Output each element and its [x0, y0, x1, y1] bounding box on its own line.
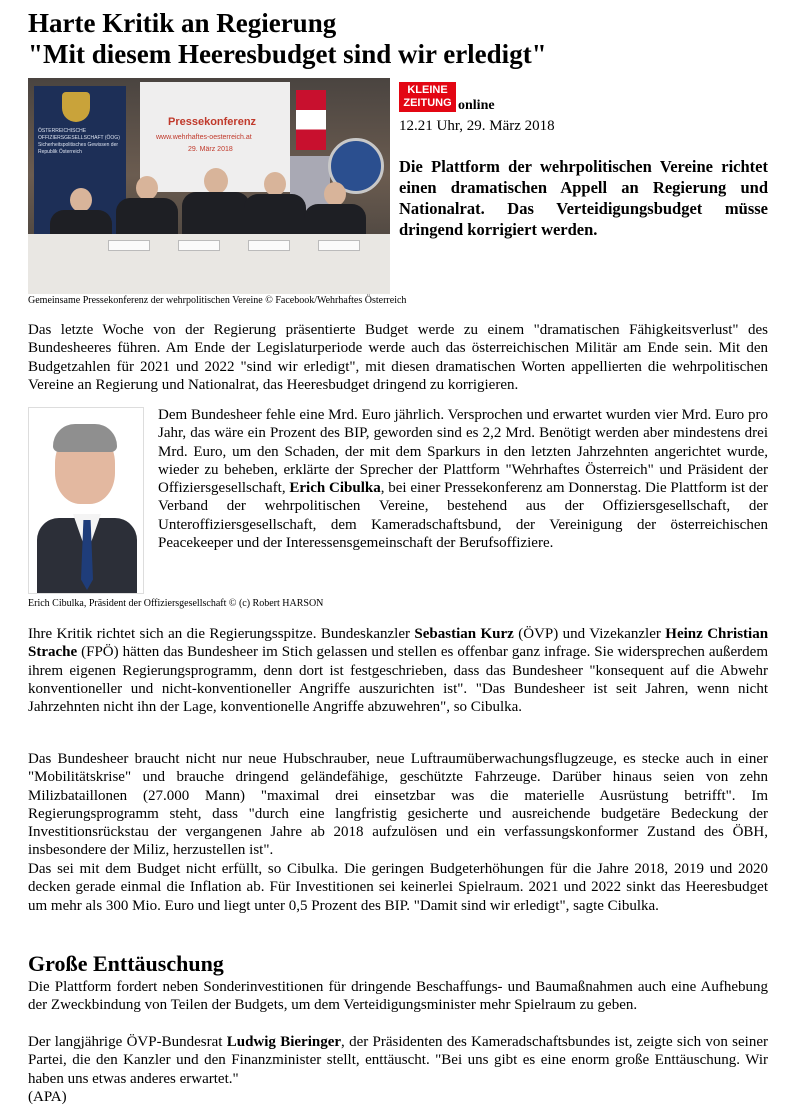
banner-text: ÖSTERREICHISCHE OFFIZIERSGESELLSCHAFT (ÖOG) Sicherheitspolitisches Gewissen der Republik Österreich: [38, 128, 120, 155]
person-head: [324, 182, 346, 206]
article-lead: Die Plattform der wehrpolitischen Vereine richtet einen dramatischen Appell an Regierung und Nationalrat. Das Verteidigungsbudget müsse dringend korrigiert werden.: [399, 157, 768, 239]
source-online-label: online: [458, 98, 495, 113]
paragraph-7-part-a: Der langjährige ÖVP-Bundesrat: [28, 1034, 223, 1050]
person-name-strache: Heinz Christian Strache: [28, 626, 769, 661]
paragraph-7-part-b: , der Präsidenten des Kameradschaftsbundes ist, zeigte sich von seiner Partei, die den Kanzler und den Finanzminister stellt, enttäuscht. "Bei uns gibt es eine enorm große Enttäuschung. Wir haben uns etwas anderes erwartet.": [28, 1034, 768, 1087]
paragraph-3-part-c: (FPÖ) hätten das Bundesheer im Stich gelassen und stellen es offenbar ganz infrage. Sie widersprechen außerdem ihrem eigenen Regierungsprogramm, denn dort ist festgeschrieben, dass das Bundesheer "konsequent auf die Abwehr konventioneller und nicht-konventioneller Angriffe auszurichten ist". "Das Bundesheer ist seit Jahren, wenn nicht Jahrzehnten nicht ihn der Lage, konventionelle Angriffe abzuwehren", so Cibulka.: [28, 644, 768, 716]
headline-line-1: Harte Kritik an Regierung: [28, 8, 337, 38]
screen-date: 29. März 2018: [188, 146, 233, 153]
section-subheading: Große Enttäuschung: [28, 951, 224, 976]
coat-of-arms-icon: [62, 92, 90, 122]
person-head: [204, 168, 228, 194]
logo-line-1: KLEINE: [407, 84, 448, 96]
person-name-kurz: Sebastian Kurz: [414, 626, 514, 642]
person-head: [264, 172, 286, 196]
paragraph-2-part-a: Dem Bundesheer fehle eine Mrd. Euro jährlich. Versprochen und erwartet wurden vier Mrd. Euro pro Jahr, das wäre ein Prozent des BIP, geworden sind es 2,2 Mrd. Benötigt werden aber mindestens drei Mrd. Euro, um den Schaden, der mit dem Sparkurs in den letzten Jahrzehnten angerichtet wurde, wieder zu beheben, erklärte der Sprecher der Plattform "Wehrhaftes Österreich" und Präsident der Offiziersgesellschaft,: [158, 407, 768, 497]
headline-line-2: "Mit diesem Heeresbudget sind wir erledigt": [28, 39, 547, 69]
paragraph-2: [158, 406, 768, 552]
name-card: [318, 240, 360, 251]
paragraph-3-part-a: Ihre Kritik richtet sich an die Regierungsspitze. Bundeskanzler: [28, 626, 410, 642]
person-head: [136, 176, 158, 200]
person-name-bieringer: Ludwig Bieringer: [226, 1034, 342, 1050]
paragraph-3-part-b: (ÖVP) und Vizekanzler: [518, 626, 661, 642]
logo-line-2: ZEITUNG: [403, 97, 452, 109]
paragraph-3: [28, 625, 768, 716]
paragraph-2-part-b: , bei einer Pressekonferenz am Donnerstag. Die Plattform ist der Verband der wehrpolitischen Vereine, bestehend aus der Offiziersgesellschaft, der Unteroffiziersgesellschaft, dem Kameradschaftsbund, der Vereinigung der österreichischen Peacekeeper und der Interessensgemeinschaft der Berufsoffiziere.: [158, 480, 768, 552]
portrait-hair: [53, 424, 117, 452]
paragraph-5: Das sei mit dem Budget nicht erfüllt, so Cibulka. Die geringen Budgeterhöhungen für die Jahre 2018, 2019 und 2020 decken gerade einmal die Inflation ab. Für Investitionen sei keinerlei Spielraum. 2021 und 2022 sinkt das Heeresbudget um mehr als 300 Mio. Euro und liegt unter 0,5 Prozent des BIP. "Damit sind wir erledigt", sagte Cibulka.: [28, 861, 768, 914]
publish-timestamp: 12.21 Uhr, 29. März 2018: [399, 118, 555, 134]
source-agency: (APA): [28, 1089, 67, 1105]
paragraph-4: Das Bundesheer braucht nicht nur neue Hubschrauber, neue Luftraumüberwachungsflugzeuge, es stecke auch in einer "Mobilitätskrise" und brauche dringend geländefähige, geschützte Fahrzeuge. Darüber hinaus seien von zehn Milizbataillonen (27.000 Mann) "maximal drei einsetzbar was die materielle Ausrüstung betrifft". Im Regierungsprogramm steht, dass "durch eine langfristig gesicherte und ausreichende budgetäre Bedeckung der Investitionsrückstau der vergangenen Jahre ab 2018 aufzulösen und ein verfassungskonformer Zustand des ÖBH, insbesondere der Miliz, herzustellen ist".: [28, 751, 768, 859]
photo-caption: Gemeinsame Pressekonferenz der wehrpolitischen Vereine © Facebook/Wehrhaftes Österreich: [28, 295, 407, 306]
name-card: [108, 240, 150, 251]
person-name-cibulka: Erich Cibulka: [289, 480, 381, 497]
paragraph-6: Die Plattform fordert neben Sonderinvestitionen für dringende Beschaffungs- und Baumaßnahmen auch eine Aufhebung der Zweckbindung von Teilen der Budgets, um dem Verteidigungsminister mehr Spielraum zu geben.: [28, 979, 768, 1014]
article-headline: [28, 8, 788, 70]
press-conference-photo: [28, 78, 390, 294]
paragraph-1: Das letzte Woche von der Regierung präsentierte Budget werde zu einem "dramatischen Fähigkeitsverlust" des Bundesheeres führen. Am Ende der Legislaturperiode werde auch das österreichischen Militär am Ende sein. Mit den Budgetzahlen für 2021 und 2022 "sind wir erledigt", mit diesen dramatischen Worten appellierten die wehrpolitischen Vereine an Regierung und Nationalrat, das Heeresbudget dringend zu korrigieren.: [28, 322, 768, 393]
paragraph-7: [28, 1033, 768, 1088]
name-card: [248, 240, 290, 251]
kleine-zeitung-logo[interactable]: [399, 82, 456, 112]
screen-title: Pressekonferenz: [168, 116, 257, 128]
portrait-caption: Erich Cibulka, Präsident der Offiziersgesellschaft © (c) Robert HARSON: [28, 598, 324, 609]
name-card: [178, 240, 220, 251]
portrait-photo: [28, 407, 144, 594]
screen-url: www.wehrhaftes-oesterreich.at: [156, 134, 252, 141]
austrian-flag-icon: [296, 90, 326, 150]
person-head: [70, 188, 92, 212]
